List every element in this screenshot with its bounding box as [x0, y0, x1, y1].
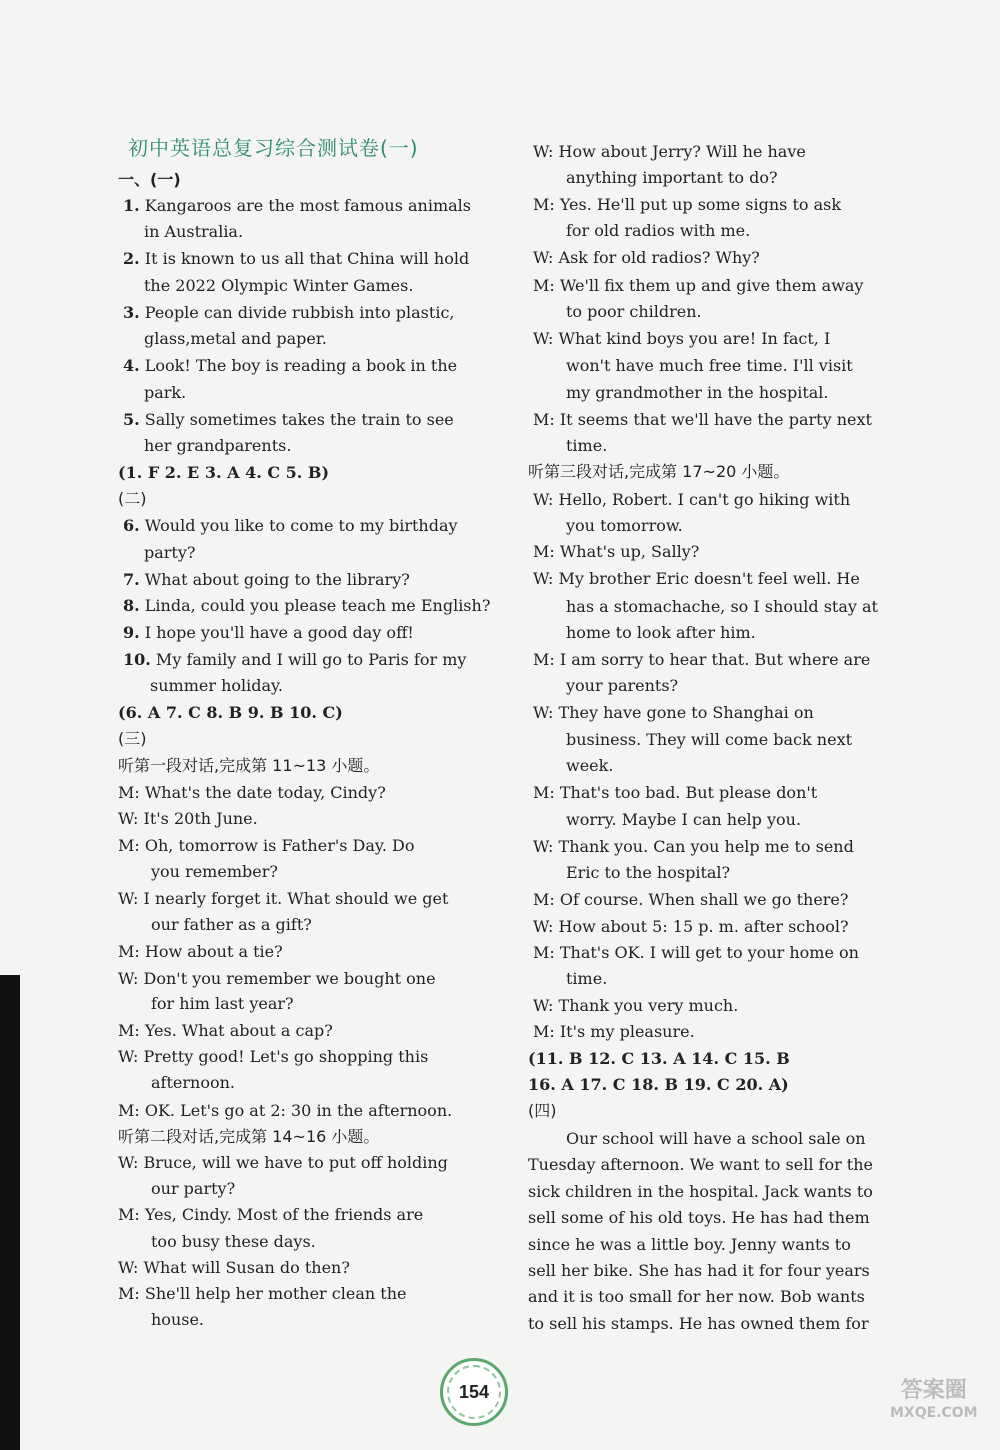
line-text: W: Thank you. Can you help me to send [533, 837, 854, 856]
text-line [118, 703, 343, 723]
line-text: glass,metal and paper. [144, 329, 327, 348]
text-line [528, 1182, 873, 1202]
text-line [566, 221, 750, 241]
text-line [533, 490, 850, 510]
line-text: M: That's OK. I will get to your home on [533, 943, 859, 962]
text-line [566, 810, 801, 830]
line-text: to poor children. [566, 302, 702, 321]
line-text: you remember? [151, 862, 278, 881]
line-text: Linda, could you please teach me English? [139, 596, 491, 615]
item-number: 5. [123, 410, 140, 429]
text-line [533, 410, 872, 430]
line-text: too busy these days. [151, 1232, 316, 1251]
text-line [118, 1205, 423, 1225]
text-line [123, 570, 410, 590]
text-line [566, 730, 852, 750]
text-line [144, 276, 413, 296]
line-text: business. They will come back next [566, 730, 853, 749]
line-text: (三) [118, 729, 147, 748]
line-text: 听第二段对话,完成第 14~16 小题。 [118, 1127, 380, 1146]
line-text: W: Hello, Robert. I can't go hiking with [533, 490, 851, 509]
line-text: worry. Maybe I can help you. [566, 810, 802, 829]
text-line [144, 383, 186, 403]
line-text: (11. B 12. C 13. A 14. C 15. B [528, 1049, 790, 1068]
text-line [118, 969, 436, 989]
text-line [123, 596, 490, 616]
page-number: 154 [458, 1381, 490, 1402]
line-text: W: My brother Eric doesn't feel well. He [533, 569, 860, 588]
line-text: her grandparents. [144, 436, 292, 455]
text-line [566, 1129, 866, 1149]
line-text: W: What kind boys you are! In fact, I [533, 329, 831, 348]
line-text: M: I am sorry to hear that. But where are [533, 650, 871, 669]
text-line [533, 248, 760, 268]
item-number: 8. [123, 596, 140, 615]
text-line [123, 650, 466, 670]
text-line [533, 569, 860, 589]
text-line [123, 516, 458, 536]
line-text: for him last year? [151, 994, 294, 1013]
line-text: anything important to do? [566, 168, 778, 187]
text-line [144, 222, 243, 242]
text-line [118, 1258, 350, 1278]
text-line [533, 276, 863, 296]
line-text: Eric to the hospital? [566, 863, 731, 882]
line-text: Sally sometimes takes the train to see [139, 410, 454, 429]
line-text: M: OK. Let's go at 2: 30 in the afternoon. [118, 1101, 453, 1120]
line-text: M: Yes, Cindy. Most of the friends are [118, 1205, 424, 1224]
text-line [151, 862, 278, 882]
line-text: Tuesday afternoon. We want to sell for the [528, 1155, 874, 1174]
text-line [566, 676, 678, 696]
line-text: W: I nearly forget it. What should we get [118, 889, 449, 908]
text-line [566, 383, 829, 403]
text-line [533, 837, 854, 857]
text-line [118, 756, 379, 776]
line-text: W: How about 5: 15 p. m. after school? [533, 917, 849, 936]
line-text: has a stomachache, so I should stay at [566, 597, 878, 616]
text-line [566, 969, 607, 989]
line-text: It is known to us all that China will hold [139, 249, 470, 268]
line-text: sell her bike. She has had it for four years [528, 1261, 870, 1280]
line-text: W: Thank you very much. [533, 996, 739, 1015]
line-text: our party? [151, 1179, 236, 1198]
page-title: 初中英语总复习综合测试卷(一) [128, 136, 419, 160]
line-text: and it is too small for her now. Bob wants [528, 1287, 865, 1306]
text-line [118, 1127, 379, 1147]
item-number: 10. [123, 650, 151, 669]
text-line [118, 1021, 333, 1041]
line-text: W: How about Jerry? Will he have [533, 142, 806, 161]
text-line [528, 1261, 870, 1281]
watermark-line1: 答案圈 [900, 1378, 967, 1403]
text-line [528, 1049, 790, 1069]
text-line [144, 329, 327, 349]
text-line [151, 1073, 235, 1093]
line-text: afternoon. [151, 1073, 235, 1092]
text-line [123, 303, 454, 323]
line-text: 16. A 17. C 18. B 19. C 20. A) [528, 1075, 789, 1094]
page-number-badge [440, 1358, 508, 1426]
line-text: M: What's the date today, Cindy? [118, 783, 386, 802]
text-line [118, 1153, 448, 1173]
text-line [533, 142, 806, 162]
line-text: People can divide rubbish into plastic, [139, 303, 455, 322]
scan-shadow [0, 975, 20, 1450]
text-line [533, 542, 699, 562]
item-number: 9. [123, 623, 140, 642]
text-line [118, 889, 448, 909]
text-line [566, 356, 853, 376]
line-text: W: Bruce, will we have to put off holding [118, 1153, 448, 1172]
text-line [150, 676, 283, 696]
text-line [118, 1101, 452, 1121]
item-number: 6. [123, 516, 140, 535]
text-line [144, 543, 195, 563]
line-text: M: Yes. What about a cap? [118, 1021, 333, 1040]
line-text: week. [566, 756, 614, 775]
line-text: home to look after him. [566, 623, 756, 642]
line-text: M: Of course. When shall we go there? [533, 890, 849, 909]
item-number: 4. [123, 356, 140, 375]
line-text: I hope you'll have a good day off! [139, 623, 414, 642]
item-number: 3. [123, 303, 140, 322]
text-line [528, 1208, 870, 1228]
text-line [566, 436, 607, 456]
line-text: your parents? [566, 676, 679, 695]
text-line [118, 729, 147, 749]
text-line [533, 703, 814, 723]
text-line [118, 942, 283, 962]
line-text: W: What will Susan do then? [118, 1258, 350, 1277]
line-text: summer holiday. [150, 676, 284, 695]
text-line [533, 329, 830, 349]
line-text: M: It seems that we'll have the party next [533, 410, 872, 429]
text-line [151, 1179, 235, 1199]
line-text: W: They have gone to Shanghai on [533, 703, 814, 722]
text-line [533, 1022, 695, 1042]
line-text: 一、(一) [118, 170, 181, 189]
text-line [123, 410, 454, 430]
line-text: house. [151, 1310, 205, 1329]
text-line [528, 1287, 865, 1307]
text-line [566, 863, 730, 883]
line-text: my grandmother in the hospital. [566, 383, 829, 402]
line-text: Kangaroos are the most famous animals [139, 196, 472, 215]
text-line [566, 168, 778, 188]
text-line [533, 996, 738, 1016]
text-line [566, 597, 878, 617]
line-text: park. [144, 383, 187, 402]
line-text: time. [566, 969, 608, 988]
line-text: M: What's up, Sally? [533, 542, 700, 561]
text-line [123, 356, 457, 376]
text-line [118, 489, 147, 509]
text-line [533, 783, 817, 803]
line-text: W: Pretty good! Let's go shopping this [118, 1047, 429, 1066]
text-line [123, 623, 414, 643]
line-text: (四) [528, 1101, 557, 1120]
text-line [118, 1047, 428, 1067]
line-text: 听第三段对话,完成第 17~20 小题。 [528, 462, 790, 481]
text-line [528, 1314, 869, 1334]
line-text: M: That's too bad. But please don't [533, 783, 818, 802]
text-line [528, 1075, 789, 1095]
text-line [118, 463, 329, 483]
line-text: sick children in the hospital. Jack wants to [528, 1182, 873, 1201]
text-line [566, 516, 683, 536]
text-line [528, 1155, 873, 1175]
text-line [533, 650, 870, 670]
watermark-line2: MXQE.COM [890, 1405, 978, 1421]
text-line [118, 170, 181, 190]
line-text: M: She'll help her mother clean the [118, 1284, 407, 1303]
line-text: our father as a gift? [151, 915, 312, 934]
line-text: Our school will have a school sale on [566, 1129, 866, 1148]
line-text: the 2022 Olympic Winter Games. [144, 276, 414, 295]
line-text: (6. A 7. C 8. B 9. B 10. C) [118, 703, 343, 722]
line-text: time. [566, 436, 608, 455]
text-line [151, 1232, 316, 1252]
text-line [151, 1310, 204, 1330]
item-number: 1. [123, 196, 140, 215]
text-line [118, 783, 386, 803]
line-text: W: It's 20th June. [118, 809, 258, 828]
text-line [118, 1284, 406, 1304]
text-line [566, 623, 756, 643]
text-line [528, 462, 789, 482]
line-text: sell some of his old toys. He has had them [528, 1208, 870, 1227]
line-text: W: Ask for old radios? Why? [533, 248, 760, 267]
text-line [151, 915, 312, 935]
line-text: party? [144, 543, 196, 562]
text-line [151, 994, 294, 1014]
text-line [533, 917, 849, 937]
text-line [144, 436, 291, 456]
text-line [533, 195, 841, 215]
line-text: (1. F 2. E 3. A 4. C 5. B) [118, 463, 330, 482]
line-text: won't have much free time. I'll visit [566, 356, 853, 375]
line-text: to sell his stamps. He has owned them for [528, 1314, 869, 1333]
text-line [566, 756, 613, 776]
line-text: M: Oh, tomorrow is Father's Day. Do [118, 836, 415, 855]
text-line [533, 943, 859, 963]
line-text: 听第一段对话,完成第 11~13 小题。 [118, 756, 380, 775]
line-text: Look! The boy is reading a book in the [139, 356, 458, 375]
text-line [533, 890, 848, 910]
item-number: 7. [123, 570, 140, 589]
line-text: in Australia. [144, 222, 244, 241]
text-line [528, 1101, 557, 1121]
line-text: you tomorrow. [566, 516, 683, 535]
text-line [118, 836, 414, 856]
text-line [566, 302, 702, 322]
line-text: M: It's my pleasure. [533, 1022, 695, 1041]
item-number: 2. [123, 249, 140, 268]
line-text: since he was a little boy. Jenny wants to [528, 1235, 851, 1254]
watermark-logo [890, 1380, 978, 1424]
line-text: M: Yes. He'll put up some signs to ask [533, 195, 842, 214]
line-text: M: How about a tie? [118, 942, 283, 961]
line-text: M: We'll fix them up and give them away [533, 276, 864, 295]
line-text: W: Don't you remember we bought one [118, 969, 436, 988]
line-text: My family and I will go to Paris for my [150, 650, 467, 669]
line-text: for old radios with me. [566, 221, 751, 240]
text-line [123, 249, 469, 269]
line-text: Would you like to come to my birthday [139, 516, 458, 535]
text-line [118, 809, 258, 829]
line-text: What about going to the library? [139, 570, 410, 589]
text-line [123, 196, 471, 216]
text-line [528, 1235, 851, 1255]
line-text: (二) [118, 489, 147, 508]
